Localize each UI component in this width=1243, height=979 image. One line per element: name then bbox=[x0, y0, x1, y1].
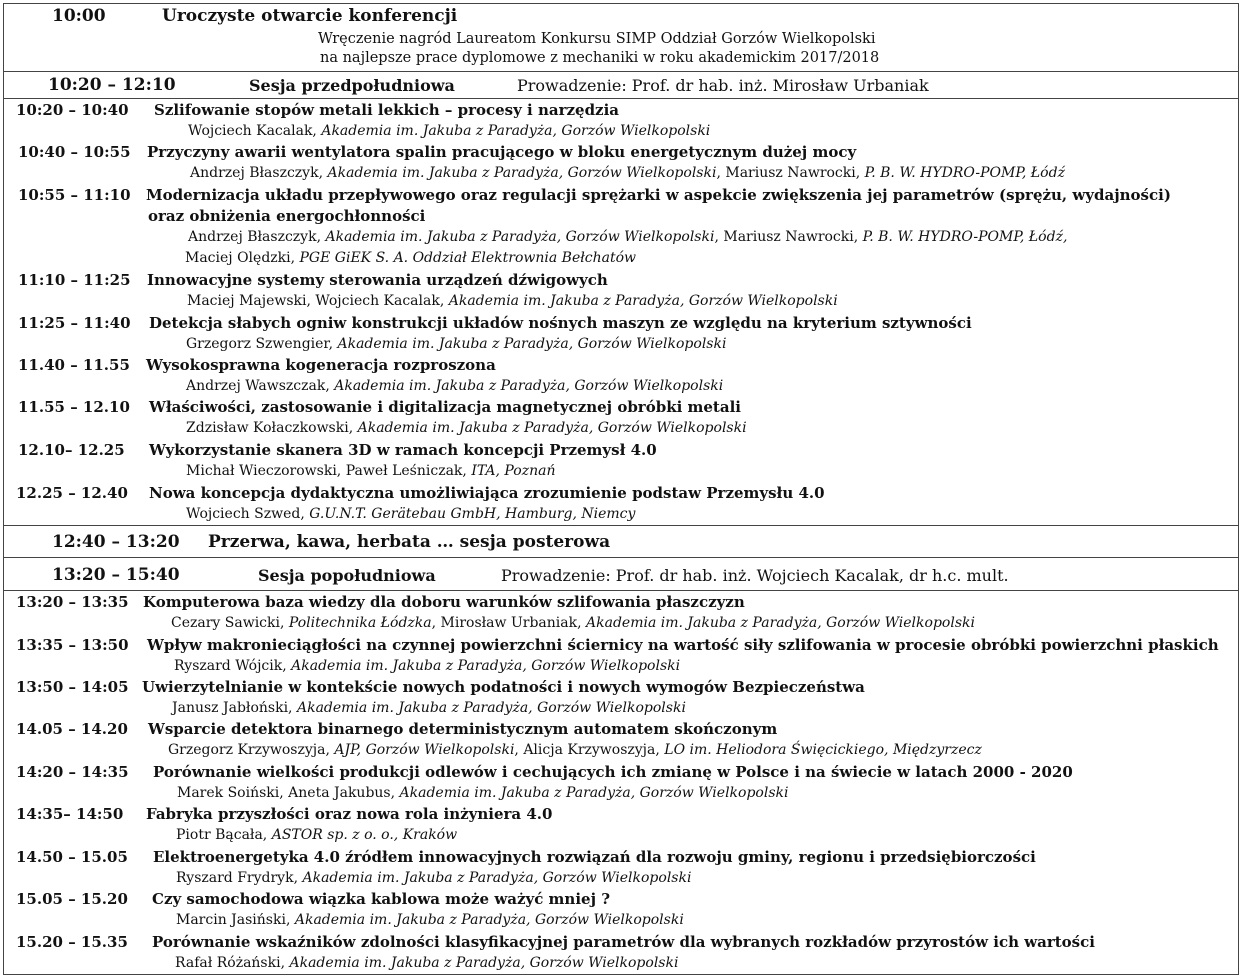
author-names: Ryszard Frydryk, bbox=[176, 870, 303, 886]
author-names: , Alicja Krzywoszyja, bbox=[514, 742, 665, 758]
author-affiliation: AJP, Gorzów Wielkopolski bbox=[334, 742, 515, 758]
author-affiliation: Akademia im. Jakuba z Paradyża, Gorzów Wielkopolski bbox=[399, 785, 789, 801]
talk-title: Wpływ makronieciągłości na czynnej powierzchni ściernicy na wartość siły szlifowania w procesie obróbki powierzchni płaskich bbox=[147, 636, 1219, 654]
talk-title: Uwierzytelnianie w kontekście nowych podatności i nowych wymogów Bezpieczeństwa bbox=[142, 678, 865, 696]
author-affiliation: Akademia im. Jakuba z Paradyża, Gorzów Wielkopolski bbox=[327, 165, 717, 181]
talk-title: Wysokosprawna kogeneracja rozproszona bbox=[146, 356, 496, 374]
opening-title: Uroczyste otwarcie konferencji bbox=[162, 6, 458, 26]
talk-title: Właściwości, zastosowanie i digitalizacja magnetycznej obróbki metali bbox=[149, 398, 741, 416]
author-affiliation: ASTOR sp. z o. o., Kraków bbox=[271, 827, 458, 843]
talk-time: 11:10 – 11:25 bbox=[18, 271, 131, 289]
author-names: Michał Wieczorowski, Paweł Leśniczak, bbox=[186, 463, 472, 479]
talk-authors bbox=[190, 165, 1065, 181]
author-affiliation: Politechnika Łódzka bbox=[288, 615, 432, 631]
author-affiliation: G.U.N.T. Gerätebau GmbH, Hamburg, Niemcy bbox=[309, 506, 636, 522]
session2-time: 13:20 – 15:40 bbox=[52, 565, 180, 585]
divider bbox=[3, 557, 1239, 558]
opening-line-1: Wręczenie nagród Laureatom Konkursu SIMP Oddział Gorzów Wielkopolski bbox=[318, 31, 876, 47]
author-affiliation: Akademia im. Jakuba z Paradyża, Gorzów Wielkopolski bbox=[325, 229, 715, 245]
author-names: Wojciech Kacalak, bbox=[188, 123, 322, 139]
talk-title: Wsparcie detektora binarnego deterministycznym automatem skończonym bbox=[148, 720, 778, 738]
talk-title: Nowa koncepcja dydaktyczna umożliwiająca zrozumienie podstaw Przemysłu 4.0 bbox=[149, 484, 825, 502]
talk-title: Porównanie wielkości produkcji odlewów i cechujących ich zmianę w Polsce i na świecie w latach 2000 - 2020 bbox=[153, 763, 1073, 781]
talk-time: 14.05 – 14.20 bbox=[16, 720, 128, 738]
author-names: Marek Soiński, Aneta Jakubus, bbox=[177, 785, 400, 801]
talk-authors bbox=[171, 615, 975, 631]
author-names: , Mariusz Nawrocki, bbox=[716, 165, 865, 181]
author-names: , Mariusz Nawrocki, bbox=[714, 229, 863, 245]
talk-title: Elektroenergetyka 4.0 źródłem innowacyjnych rozwiązań dla rozwoju gminy, regionu i przedsiębiorczości bbox=[153, 848, 1036, 866]
author-names: Andrzej Błaszczyk, bbox=[190, 165, 328, 181]
talk-authors bbox=[186, 378, 723, 394]
author-affiliation: Akademia im. Jakuba z Paradyża, Gorzów Wielkopolski bbox=[448, 293, 838, 309]
talk-title: Detekcja słabych ogniw konstrukcji układów nośnych maszyn ze względu na kryterium sztywności bbox=[149, 314, 972, 332]
session1-name: Sesja przedpołudniowa bbox=[249, 76, 455, 95]
author-affiliation: Akademia im. Jakuba z Paradyża, Gorzów Wielkopolski bbox=[337, 336, 727, 352]
session1-time: 10:20 – 12:10 bbox=[48, 75, 176, 95]
talk-time: 11.40 – 11.55 bbox=[18, 356, 130, 374]
author-affiliation: LO im. Heliodora Święcickiego, Międzyrzecz bbox=[664, 742, 982, 758]
author-affiliation: Akademia im. Jakuba z Paradyża, Gorzów Wielkopolski bbox=[586, 615, 975, 631]
author-names: Piotr Bącała, bbox=[176, 827, 272, 843]
talk-time: 12.25 – 12.40 bbox=[16, 484, 128, 502]
author-names: Andrzej Wawszczak, bbox=[186, 378, 335, 394]
author-names: Janusz Jabłoński, bbox=[172, 700, 297, 716]
talk-time: 15.05 – 15.20 bbox=[16, 890, 128, 908]
talk-authors bbox=[186, 420, 747, 436]
talk-title: Innowacyjne systemy sterowania urządzeń dźwigowych bbox=[147, 271, 608, 289]
author-affiliation: Akademia im. Jakuba z Paradyża, Gorzów Wielkopolski bbox=[334, 378, 724, 394]
talk-title: Przyczyny awarii wentylatora spalin pracującego w bloku energetycznym dużej mocy bbox=[147, 143, 857, 161]
talk-authors bbox=[186, 463, 555, 479]
author-affiliation: Akademia im. Jakuba z Paradyża, Gorzów Wielkopolski bbox=[291, 658, 681, 674]
author-names: Zdzisław Kołaczkowski, bbox=[186, 420, 358, 436]
talk-title: Czy samochodowa wiązka kablowa może ważyć mniej ? bbox=[152, 890, 611, 908]
author-names: Grzegorz Szwengier, bbox=[186, 336, 338, 352]
talk-time: 10:40 – 10:55 bbox=[18, 143, 131, 161]
talk-authors bbox=[176, 912, 684, 928]
session2-name: Sesja popołudniowa bbox=[258, 566, 436, 585]
author-names: Maciej Olędzki, bbox=[185, 250, 300, 266]
session2-chair: Prowadzenie: Prof. dr hab. inż. Wojciech Kacalak, dr h.c. mult. bbox=[501, 566, 1009, 585]
talk-time: 14.50 – 15.05 bbox=[16, 848, 128, 866]
talk-authors bbox=[188, 123, 710, 139]
author-names: Grzegorz Krzywoszyja, bbox=[168, 742, 335, 758]
talk-authors bbox=[172, 700, 686, 716]
talk-authors bbox=[185, 250, 636, 266]
talk-title: Modernizacja układu przepływowego oraz regulacji sprężarki w aspekcie zwiększenia jej parametrów (sprężu, wydajności) bbox=[146, 186, 1171, 204]
opening-time: 10:00 bbox=[52, 6, 106, 26]
talk-time: 14:35– 14:50 bbox=[16, 805, 124, 823]
divider bbox=[3, 98, 1239, 99]
author-names: Ryszard Wójcik, bbox=[174, 658, 292, 674]
talk-authors bbox=[175, 955, 678, 971]
talk-time: 15.20 – 15.35 bbox=[16, 933, 128, 951]
break-text: Przerwa, kawa, herbata … sesja posterowa bbox=[208, 532, 611, 552]
talk-authors bbox=[186, 506, 635, 522]
talk-title: Wykorzystanie skanera 3D w ramach koncepcji Przemysł 4.0 bbox=[149, 441, 657, 459]
author-names: , Mirosław Urbaniak, bbox=[431, 615, 586, 631]
talk-title: Porównanie wskaźników zdolności klasyfikacyjnej parametrów dla wybranych rozkładów przyrostów ich wartości bbox=[152, 933, 1095, 951]
talk-authors bbox=[176, 827, 457, 843]
talk-authors bbox=[168, 742, 982, 758]
author-names: Wojciech Szwed, bbox=[186, 506, 310, 522]
talk-authors bbox=[188, 229, 1067, 245]
author-affiliation: ITA, Poznań bbox=[471, 463, 556, 479]
author-names: Maciej Majewski, Wojciech Kacalak, bbox=[187, 293, 449, 309]
talk-time: 11:25 – 11:40 bbox=[18, 314, 131, 332]
author-affiliation: P. B. W. HYDRO-POMP, Łódź, bbox=[862, 229, 1068, 245]
author-affiliation: P. B. W. HYDRO-POMP, Łódź bbox=[864, 165, 1065, 181]
talk-authors bbox=[176, 870, 691, 886]
divider bbox=[3, 525, 1239, 526]
author-names: Rafał Różański, bbox=[175, 955, 290, 971]
author-affiliation: Akademia im. Jakuba z Paradyża, Gorzów Wielkopolski bbox=[296, 700, 686, 716]
break-time: 12:40 – 13:20 bbox=[52, 532, 180, 552]
divider bbox=[3, 71, 1239, 72]
talk-time: 14:20 – 14:35 bbox=[16, 763, 129, 781]
author-affiliation: Akademia im. Jakuba z Paradyża, Gorzów Wielkopolski bbox=[302, 870, 692, 886]
talk-time: 13:35 – 13:50 bbox=[16, 636, 129, 654]
talk-authors bbox=[177, 785, 788, 801]
author-affiliation: PGE GiEK S. A. Oddział Elektrownia Bełchatów bbox=[299, 250, 637, 266]
talk-title: Komputerowa baza wiedzy dla doboru warunków szlifowania płaszczyzn bbox=[143, 593, 745, 611]
talk-time: 11.55 – 12.10 bbox=[18, 398, 130, 416]
talk-title: Szlifowanie stopów metali lekkich – procesy i narzędzia bbox=[154, 101, 619, 119]
talk-title: Fabryka przyszłości oraz nowa rola inżyniera 4.0 bbox=[146, 805, 553, 823]
talk-authors bbox=[174, 658, 680, 674]
author-affiliation: Akademia im. Jakuba z Paradyża, Gorzów Wielkopolski bbox=[357, 420, 747, 436]
author-affiliation: Akademia im. Jakuba z Paradyża, Gorzów Wielkopolski bbox=[289, 955, 679, 971]
talk-authors bbox=[187, 293, 838, 309]
session1-chair: Prowadzenie: Prof. dr hab. inż. Mirosław Urbaniak bbox=[517, 76, 929, 95]
talk-title-cont: oraz obniżenia energochłonności bbox=[148, 207, 426, 225]
talk-time: 10:20 – 10:40 bbox=[16, 101, 129, 119]
divider bbox=[3, 590, 1239, 591]
talk-time: 12.10– 12.25 bbox=[18, 441, 125, 459]
talk-authors bbox=[186, 336, 726, 352]
talk-time: 10:55 – 11:10 bbox=[18, 186, 131, 204]
opening-line-2: na najlepsze prace dyplomowe z mechaniki w roku akademickim 2017/2018 bbox=[320, 50, 880, 66]
author-affiliation: Akademia im. Jakuba z Paradyża, Gorzów Wielkopolski bbox=[294, 912, 684, 928]
author-names: Andrzej Błaszczyk, bbox=[188, 229, 326, 245]
author-names: Cezary Sawicki, bbox=[171, 615, 289, 631]
talk-time: 13:50 – 14:05 bbox=[16, 678, 129, 696]
talk-time: 13:20 – 13:35 bbox=[16, 593, 129, 611]
author-names: Marcin Jasiński, bbox=[176, 912, 295, 928]
author-affiliation: Akademia im. Jakuba z Paradyża, Gorzów Wielkopolski bbox=[321, 123, 711, 139]
